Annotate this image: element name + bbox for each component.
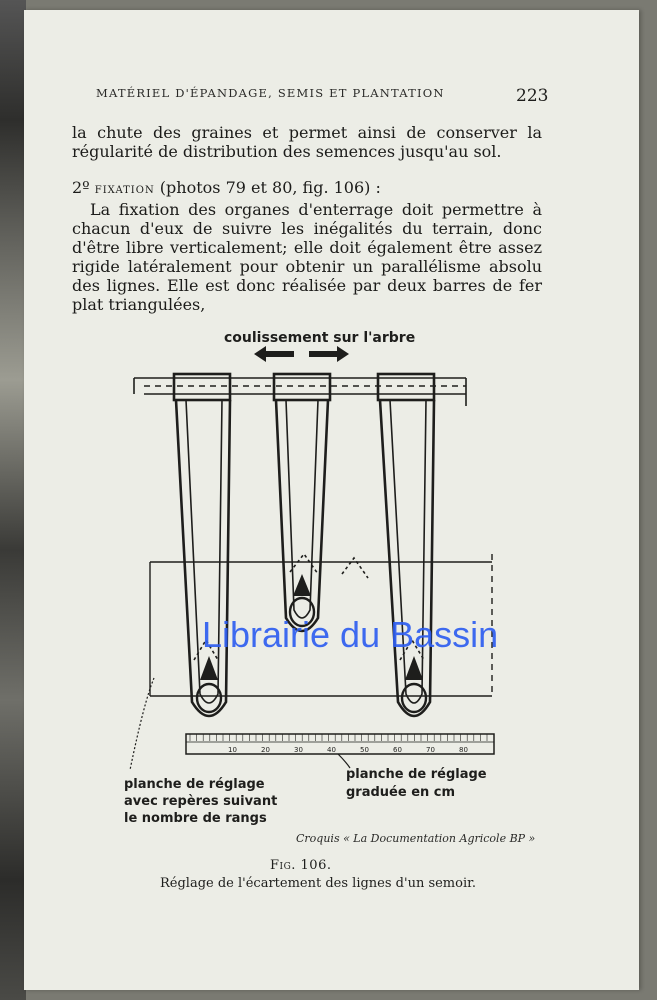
ruler-tick-label: 70 [426, 746, 435, 754]
coulter-middle [274, 374, 368, 631]
figure-caption: Réglage de l'écartement des lignes d'un semoir. [160, 876, 477, 891]
ruler-tick-label: 50 [360, 746, 369, 754]
right-label-line2: graduée en cm [346, 785, 456, 800]
seeder-diagram [114, 322, 514, 826]
running-head: MATÉRIEL D'ÉPANDAGE, SEMIS ET PLANTATION [96, 86, 445, 100]
right-label-line1: planche de réglage [346, 767, 487, 782]
shaft [134, 378, 466, 406]
section-number: 2º [72, 178, 90, 197]
leader-line-right [338, 754, 350, 768]
section-ref: (photos 79 et 80, fig. 106) : [159, 178, 381, 197]
section-heading [72, 178, 542, 199]
figure-label: Fig. 106. [270, 858, 332, 873]
adjacent-page-edge [0, 0, 26, 1000]
ruler-tick-label: 80 [459, 746, 468, 754]
figure-106 [114, 322, 514, 826]
ruler-tick-labels [190, 734, 487, 754]
ruler-tick-label: 30 [294, 746, 303, 754]
page-number: 223 [516, 86, 549, 106]
watermark: Librairie du Bassin [202, 614, 499, 655]
figure-credit: Croquis « La Documentation Agricole BP » [296, 832, 536, 845]
slide-arrows [254, 346, 349, 362]
ruler-tick-label: 60 [393, 746, 402, 754]
left-label-line2: avec repères suivant [124, 794, 278, 809]
ruler-tick-label: 20 [261, 746, 270, 754]
left-label-line1: planche de réglage [124, 777, 265, 792]
arrow-label: coulissement sur l'arbre [224, 330, 416, 346]
section-title: fixation [94, 181, 155, 197]
coulter-left [174, 374, 230, 716]
paragraph-2: La fixation des organes d'enterrage doit permettre à chacun d'eux de suivre les inégalités du terrain, donc d'être libre verticalement; elle doit également être assez rigide latéralement pour obtenir un parallélisme absolu des lignes. Elle est donc réalisée par deux barres de fer plat triangulées, [72, 200, 542, 314]
ruler-tick-label: 40 [327, 746, 336, 754]
coulter-right [378, 374, 434, 716]
paragraph-1: la chute des graines et permet ainsi de conserver la régularité de distribution des semences jusqu'au sol. [72, 123, 542, 161]
ruler-tick-label: 10 [228, 746, 237, 754]
left-label-line3: le nombre de rangs [124, 811, 267, 826]
